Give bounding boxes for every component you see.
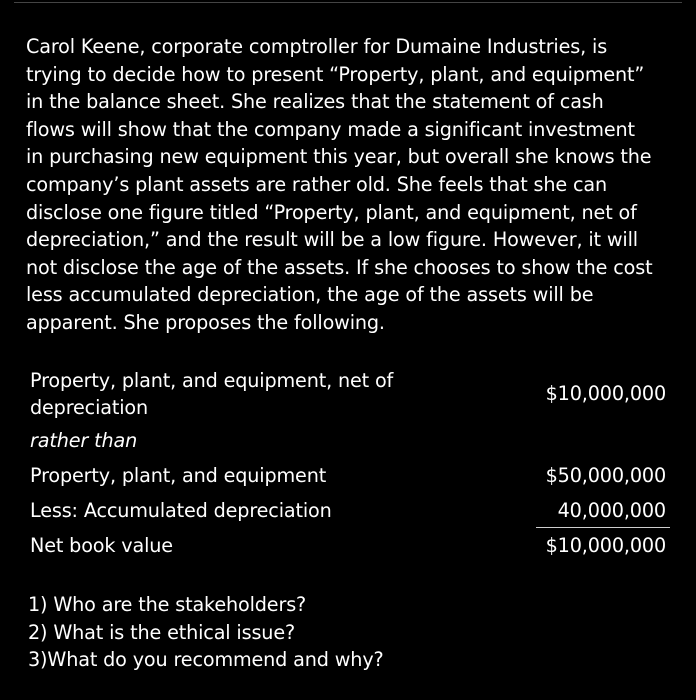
question-item: 2) What is the ethical issue? — [28, 620, 296, 644]
question-item: 1) Who are the stakeholders? — [28, 593, 307, 616]
intro-line: in purchasing new equipment this year, but overall she knows the — [26, 145, 652, 169]
intro-line: apparent. She proposes the following. — [26, 310, 385, 334]
intro-line: disclose one figure titled “Property, plant, and equipment, net of — [26, 200, 637, 224]
net-ppe-amount: $10,000,000 — [545, 382, 666, 405]
ppe-label: Property, plant, and equipment — [30, 464, 327, 487]
intro-line: less accumulated depreciation, the age of the assets will be — [26, 283, 594, 307]
intro-line: not disclose the age of the assets. If she chooses to show the cost — [26, 255, 653, 279]
question-list — [28, 591, 384, 674]
net-ppe-label-line2: depreciation — [30, 396, 149, 419]
intro-line: in the balance sheet. She realizes that the statement of cash — [26, 90, 604, 114]
accumulated-depreciation-label: Less: Accumulated depreciation — [30, 499, 332, 522]
accumulated-depreciation-amount: 40,000,000 — [557, 499, 666, 522]
intro-line: Carol Keene, corporate comptroller for Dumaine Industries, is — [26, 35, 608, 58]
net-ppe-label-line1: Property, plant, and equipment, net of — [30, 369, 394, 392]
question-item: 3)What do you recommend and why? — [28, 648, 384, 671]
rather-than-label: rather than — [30, 429, 138, 452]
subtotal-rule — [536, 527, 670, 528]
net-book-value-label: Net book value — [30, 534, 173, 557]
net-book-value-amount: $10,000,000 — [545, 534, 666, 557]
intro-line: depreciation,” and the result will be a low figure. However, it will — [26, 228, 638, 252]
intro-line: flows will show that the company made a significant investment — [26, 117, 635, 141]
intro-line: trying to decide how to present “Property, plant, and equipment” — [26, 62, 645, 86]
ppe-amount: $50,000,000 — [545, 464, 666, 487]
intro-line: company’s plant assets are rather old. She feels that she can — [26, 172, 608, 196]
